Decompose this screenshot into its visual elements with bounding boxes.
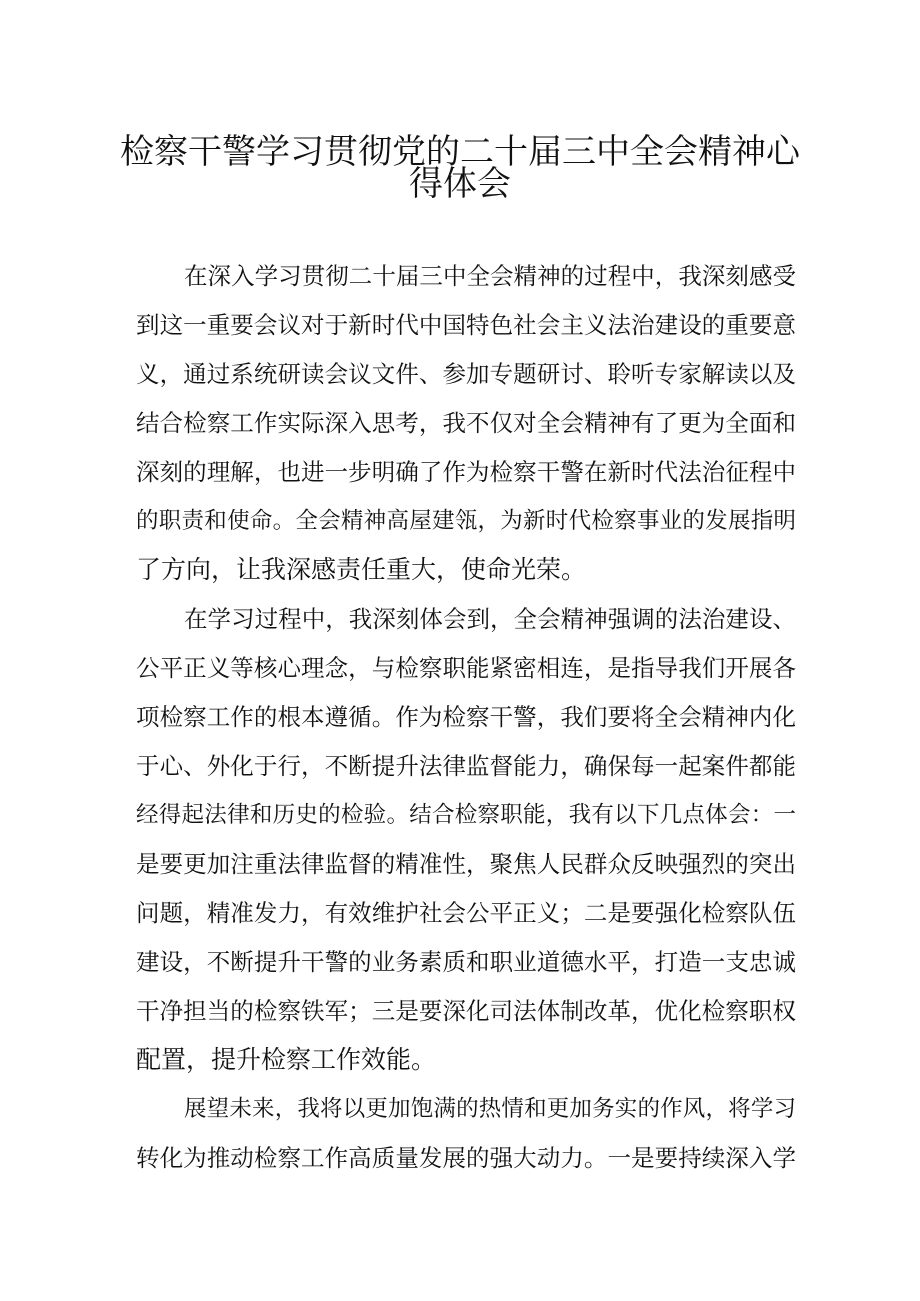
paragraph-1-line: 的职责和使命。全会精神高屋建瓴，为新时代检察事业的发展指明 (136, 508, 796, 534)
paragraph-3-line: 转化为推动检察工作高质量发展的强大动力。一是要持续深入学 (136, 1144, 796, 1172)
paragraph-2-line: 于心、外化于行，不断提升法律监督能力，确保每一起案件都能 (136, 752, 796, 780)
paragraph-2-line: 干净担当的检察铁军；三是要深化司法体制改革，优化检察职权 (136, 997, 796, 1025)
paragraph-1-line: 义，通过系统研读会议文件、参加专题研讨、聆听专家解读以及 (136, 360, 796, 388)
paragraph-2-line: 建设，不断提升干警的业务素质和职业道德水平，打造一支忠诚 (136, 948, 796, 976)
paragraph-1-line: 在深入学习贯彻二十届三中全会精神的过程中，我深刻感受 (184, 262, 796, 290)
document-title-line-1: 检察干警学习贯彻党的二十届三中全会精神心 (120, 132, 800, 172)
paragraph-2-line: 问题，精准发力，有效维护社会公平正义；二是要强化检察队伍 (136, 899, 796, 927)
paragraph-2-line: 项检察工作的根本遵循。作为检察干警，我们要将全会精神内化 (136, 703, 796, 731)
paragraph-3-line: 展望未来，我将以更加饱满的热情和更加务实的作风，将学习 (184, 1096, 796, 1122)
paragraph-2-line: 经得起法律和历史的检验。结合检察职能，我有以下几点体会：一 (136, 802, 796, 828)
paragraph-2-line: 在学习过程中，我深刻体会到，全会精神强调的法治建设、 (184, 605, 796, 633)
paragraph-1-line: 深刻的理解，也进一步明确了作为检察干警在新时代法治征程中 (136, 458, 796, 486)
paragraph-2-line: 是要更加注重法律监督的精准性，聚焦人民群众反映强烈的突出 (136, 850, 796, 878)
paragraph-1-line: 到这一重要会议对于新时代中国特色社会主义法治建设的重要意 (136, 311, 796, 339)
document-title-line-2: 得体会 (409, 164, 511, 204)
paragraph-1-line: 了方向，让我深感责任重大，使命光荣。 (136, 555, 587, 584)
paragraph-1-line: 结合检察工作实际深入思考，我不仅对全会精神有了更为全面和 (136, 409, 796, 437)
paragraph-2-line: 公平正义等核心理念，与检察职能紧密相连，是指导我们开展各 (136, 654, 796, 682)
paragraph-2-line: 配置，提升检察工作效能。 (136, 1045, 437, 1074)
